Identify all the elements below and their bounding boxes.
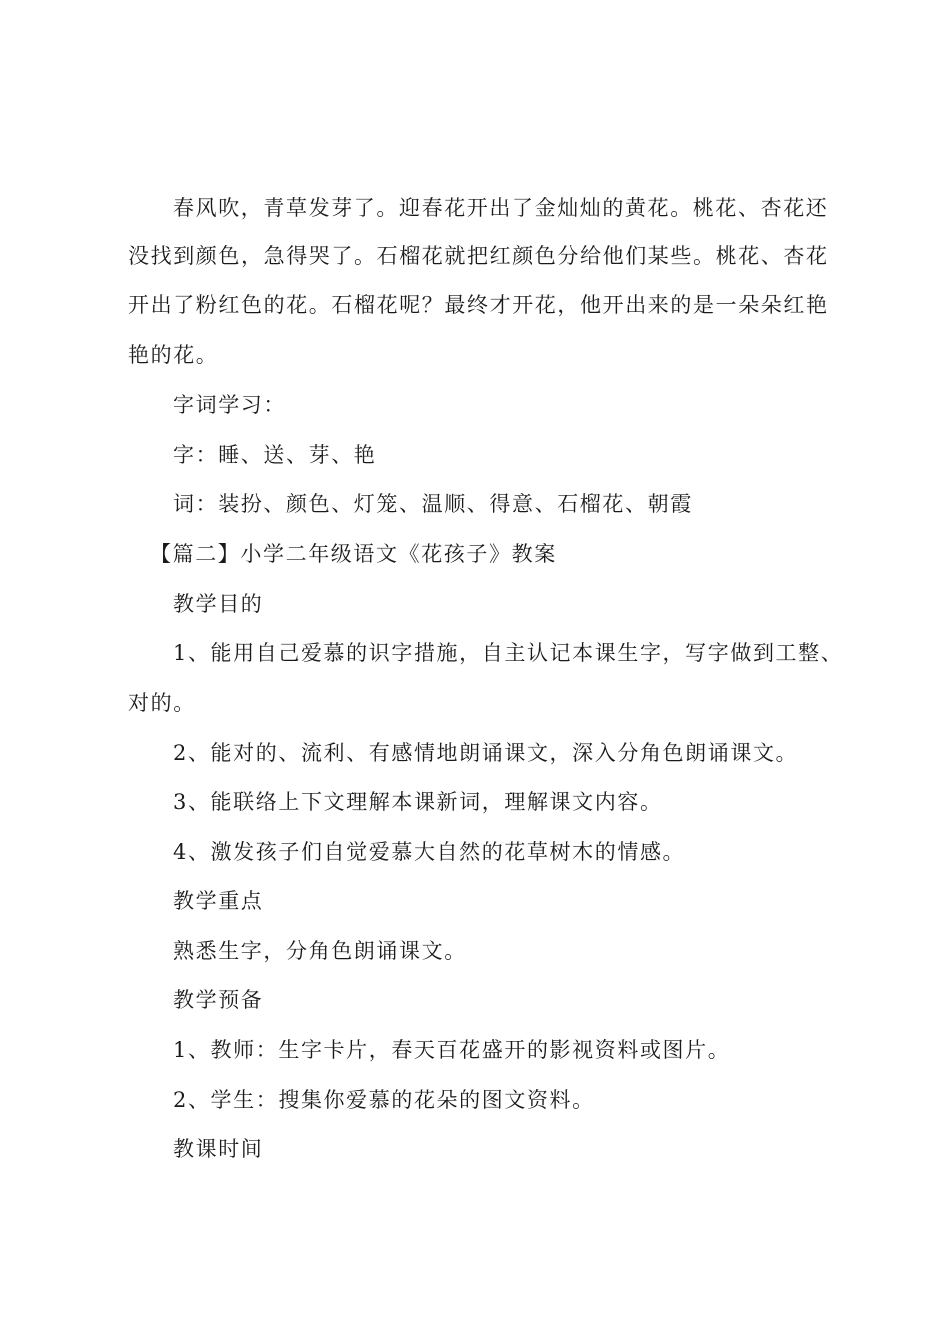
paragraph-line: 春风吹，青草发芽了。迎春花开出了金灿灿的黄花。桃花、杏花还 xyxy=(173,196,829,220)
key-points-title: 教学重点 xyxy=(173,889,264,913)
paragraph-line: 没找到颜色，急得哭了。石榴花就把红颜色分给他们某些。桃花、杏花 xyxy=(128,244,829,268)
lesson-time-title: 教课时间 xyxy=(173,1137,264,1161)
paragraph-line: 艳的花。 xyxy=(128,343,219,367)
goal-item-3: 3、能联络上下文理解本课新词，理解课文内容。 xyxy=(173,790,663,814)
goal-item-1: 1、能用自己爱慕的识字措施，自主认记本课生字，写字做到工整、 xyxy=(173,641,844,665)
goal-item-1-cont: 对的。 xyxy=(128,691,196,715)
vocab-title: 字词学习： xyxy=(173,393,286,417)
preparation-item-1: 1、教师：生字卡片，春天百花盛开的影视资料或图片。 xyxy=(173,1038,731,1062)
key-points-text: 熟悉生字，分角色朗诵课文。 xyxy=(173,939,467,963)
goal-item-2: 2、能对的、流利、有感情地朗诵课文，深入分角色朗诵课文。 xyxy=(173,741,799,765)
goals-title: 教学目的 xyxy=(173,592,264,616)
characters-line: 字：睡、送、芽、艳 xyxy=(173,443,377,467)
words-line: 词：装扮、颜色、灯笼、温顺、得意、石榴花、朝霞 xyxy=(173,492,693,516)
paragraph-line: 开出了粉红色的花。石榴花呢？最终才开花，他开出来的是一朵朵红艳 xyxy=(128,293,829,317)
preparation-title: 教学预备 xyxy=(173,988,264,1012)
preparation-item-2: 2、学生：搜集你爱慕的花朵的图文资料。 xyxy=(173,1088,595,1112)
goal-item-4: 4、激发孩子们自觉爱慕大自然的花草树木的情感。 xyxy=(173,840,686,864)
section-heading: 【篇二】小学二年级语文《花孩子》教案 xyxy=(150,542,557,566)
